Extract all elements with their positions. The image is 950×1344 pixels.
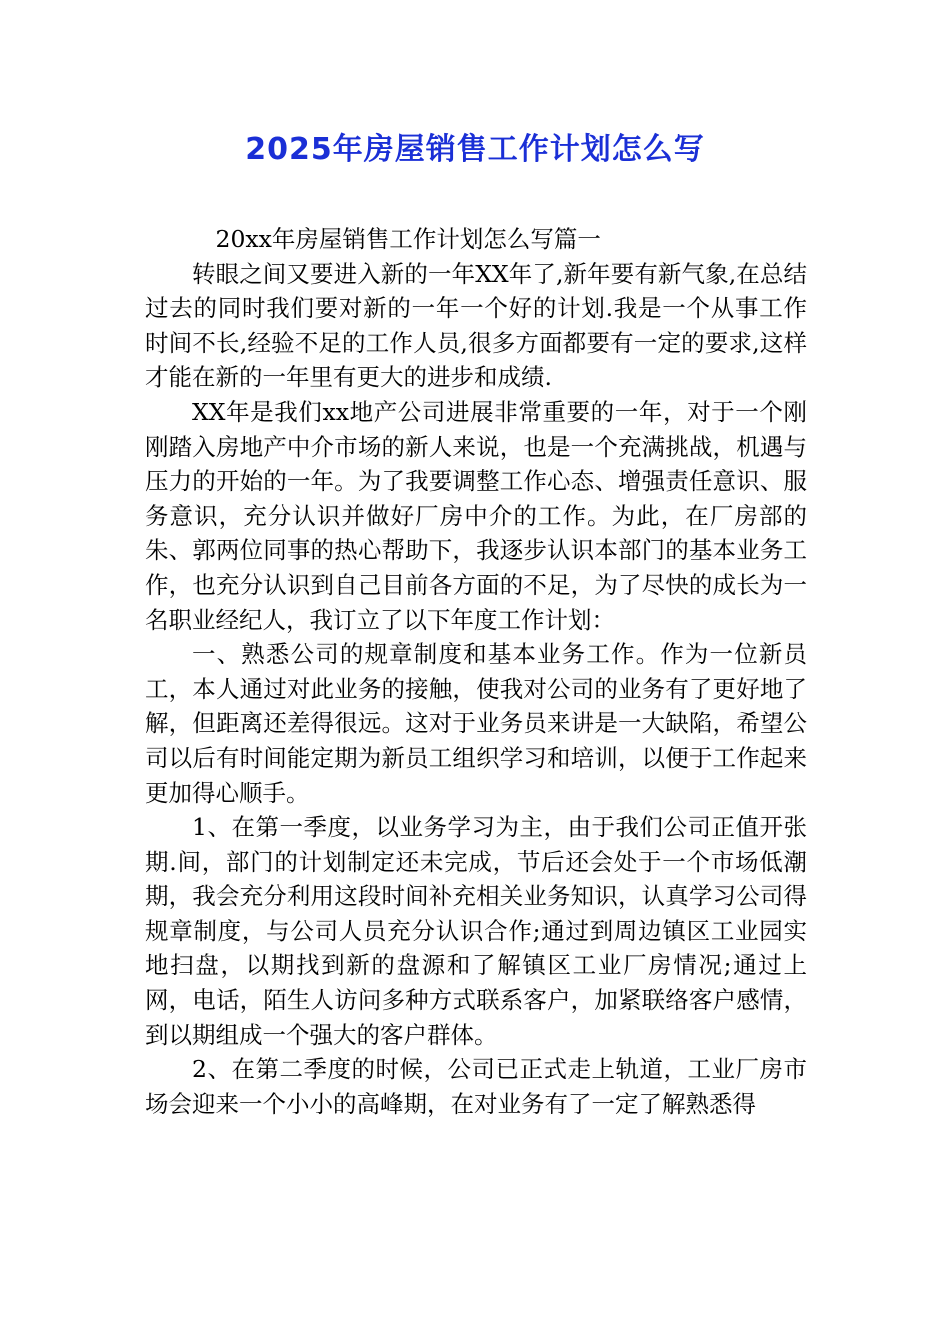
paragraph: 2、在第二季度的时候，公司已正式走上轨道，工业厂房市场会迎来一个小小的高峰期，在对业务有了一定了解熟悉得 — [145, 1055, 807, 1118]
section-heading: 20xx年房屋销售工作计划怎么写篇一 — [215, 225, 601, 253]
paragraph: XX年是我们xx地产公司进展非常重要的一年，对于一个刚刚踏入房地产中介市场的新人来说，也是一个充满挑战，机遇与压力的开始的一年。为了我要调整工作心态、增强责任意识、服务意识，充分认识并做好厂房中介的工作。为此，在厂房部的朱、郭两位同事的热心帮助下，我逐步认识本部门的基本业务工作，也充分认识到自己目前各方面的不足，为了尽快的成长为一名职业经纪人，我订立了以下年度工作计划： — [145, 397, 807, 634]
paragraph: 一、熟悉公司的规章制度和基本业务工作。作为一位新员工，本人通过对此业务的接触，使我对公司的业务有了更好地了解，但距离还差得很远。这对于业务员来讲是一大缺陷，希望公司以后有时间能定期为新员工组织学习和培训，以便于工作起来更加得心顺手。 — [145, 640, 807, 807]
document-body — [145, 222, 807, 1121]
paragraph: 1、在第一季度，以业务学习为主，由于我们公司正值开张期.间，部门的计划制定还未完成，节后还会处于一个市场低潮期，我会充分利用这段时间补充相关业务知识，认真学习公司得规章制度，与公司人员充分认识合作;通过到周边镇区工业园实地扫盘，以期找到新的盘源和了解镇区工业厂房情况;通过上网，电话，陌生人访问多种方式联系客户，加紧联络客户感情，到以期组成一个强大的客户群体。 — [145, 813, 807, 1049]
paragraph: 转眼之间又要进入新的一年XX年了,新年要有新气象,在总结过去的同时我们要对新的一年一个好的计划.我是一个从事工作时间不长,经验不足的工作人员,很多方面都要有一定的要求,这样才能在新的一年里有更大的进步和成绩. — [145, 259, 807, 392]
document-title: 2025年房屋销售工作计划怎么写 — [245, 132, 705, 167]
